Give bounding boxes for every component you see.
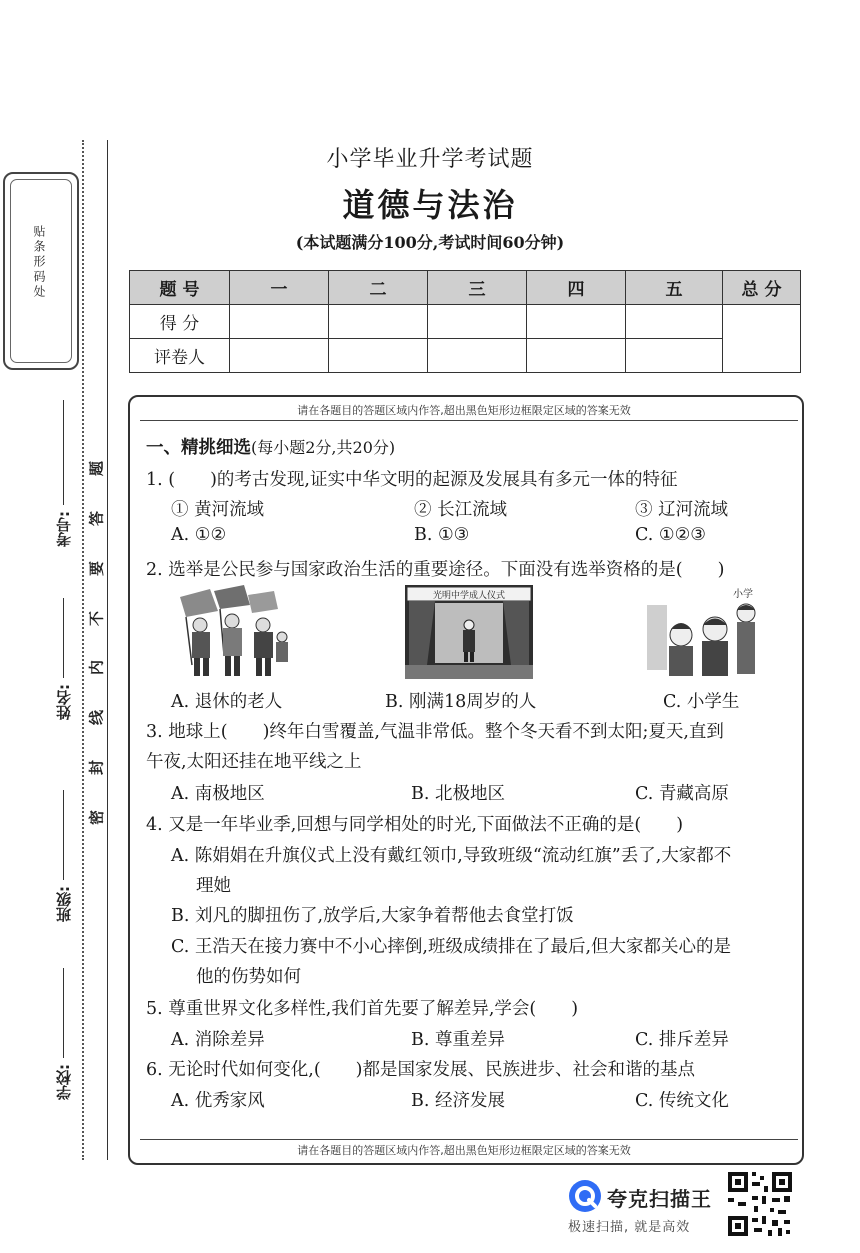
class-label: 班级:	[54, 886, 73, 922]
table-header-cell: 一	[230, 271, 329, 305]
q5-option-c[interactable]: C. 排斥差异	[635, 1030, 729, 1050]
name-field	[52, 598, 74, 720]
adult-ceremony-stage-picture	[405, 585, 533, 679]
grader-cell[interactable]	[428, 339, 527, 373]
q1-option-b[interactable]: B. ①③	[414, 525, 470, 545]
answer-area-banner-top: 请在各题目的答题区域内作答,超出黑色矩形边框限定区域的答案无效	[297, 404, 631, 417]
table-header-cell: 题 号	[130, 271, 230, 305]
grader-cell[interactable]	[230, 339, 329, 373]
table-row	[130, 339, 801, 373]
q4-option-c-cont: 他的伤势如何	[196, 967, 301, 987]
q3-option-c[interactable]: C. 青藏高原	[635, 784, 729, 804]
q6-option-c[interactable]: C. 传统文化	[635, 1091, 729, 1111]
q6-option-a[interactable]: A. 优秀家风	[171, 1091, 265, 1111]
row-label: 评卷人	[130, 339, 230, 373]
question-5-stem: 5. 尊重世界文化多样性,我们首先要了解差异,学会( )	[146, 999, 579, 1019]
seal-char: 线	[87, 710, 106, 726]
exam-note: (本试题满分100分,考试时间60分钟)	[295, 233, 565, 252]
qr-code-icon	[726, 1170, 794, 1238]
question-3-stem-line-1: 3. 地球上( )终年白雪覆盖,气温非常低。整个冬天看不到太阳;夏天,直到	[146, 722, 724, 742]
q1-item-1: ① 黄河流域	[171, 500, 265, 520]
q4-option-c[interactable]: C. 王浩天在接力赛中不小心摔倒,班级成绩排在了最后,但大家都关心的是	[171, 937, 732, 957]
q1-item-3: ③ 辽河流域	[635, 500, 729, 520]
q2-option-b[interactable]: B. 刚满18周岁的人	[385, 692, 537, 712]
class-field	[52, 790, 74, 922]
section-title-text: 一、精挑细选	[146, 438, 251, 458]
section-note: (每小题2分,共20分)	[251, 438, 396, 457]
seal-char: 要	[87, 560, 106, 576]
q3-option-a[interactable]: A. 南极地区	[171, 784, 265, 804]
scanner-app-name: 夸克扫描王	[607, 1187, 712, 1211]
table-header-cell: 二	[329, 271, 428, 305]
stage-banner-label: 光明中学成人仪式	[432, 591, 506, 601]
score-cell[interactable]	[527, 305, 626, 339]
school-field	[52, 968, 74, 1100]
scanner-logo-icon	[567, 1178, 603, 1214]
score-cell[interactable]	[230, 305, 329, 339]
schoolchildren-picture	[645, 585, 763, 680]
grader-cell[interactable]	[626, 339, 723, 373]
school-label: 学校:	[54, 1064, 73, 1100]
score-cell[interactable]	[626, 305, 723, 339]
q5-option-a[interactable]: A. 消除差异	[171, 1030, 265, 1050]
row-label: 得 分	[130, 305, 230, 339]
q4-option-a-cont: 理她	[196, 876, 231, 896]
exam-number-label: 考号:	[54, 511, 73, 547]
binding-line	[107, 140, 108, 1160]
total-score-cell[interactable]	[723, 305, 801, 373]
seal-dotted-line	[82, 140, 84, 1160]
q4-option-a[interactable]: A. 陈娟娟在升旗仪式上没有戴红领巾,导致班级“流动红旗”丢了,大家都不	[171, 846, 732, 866]
score-table-header	[130, 271, 801, 305]
q1-option-a[interactable]: A. ①②	[171, 525, 227, 545]
table-header-cell: 四	[527, 271, 626, 305]
question-4-stem: 4. 又是一年毕业季,回想与同学相处的时光,下面做法不正确的是( )	[146, 815, 684, 835]
table-header-cell: 总 分	[723, 271, 801, 305]
section-title	[146, 434, 395, 459]
elderly-parade-picture	[170, 585, 295, 680]
score-table	[129, 270, 801, 373]
q5-option-b[interactable]: B. 尊重差异	[411, 1030, 505, 1050]
name-label: 姓名:	[54, 684, 73, 720]
barcode-label: 贴条形码处	[32, 225, 46, 300]
exam-number-field	[52, 400, 74, 547]
subject-title: 道德与法治	[342, 186, 518, 224]
table-header-cell: 五	[626, 271, 723, 305]
table-row	[130, 305, 801, 339]
q1-item-2: ② 长江流域	[414, 500, 508, 520]
question-3-stem-line-2: 午夜,太阳还挂在地平线之上	[146, 752, 362, 772]
seal-char: 封	[87, 760, 106, 776]
q2-option-a[interactable]: A. 退休的老人	[171, 692, 283, 712]
q6-option-b[interactable]: B. 经济发展	[411, 1091, 505, 1111]
question-2-stem: 2. 选举是公民参与国家政治生活的重要途径。下面没有选举资格的是( )	[146, 560, 725, 580]
table-header-cell: 三	[428, 271, 527, 305]
grader-cell[interactable]	[329, 339, 428, 373]
seal-char: 内	[87, 660, 106, 676]
q2-option-c[interactable]: C. 小学生	[663, 692, 740, 712]
seal-char: 不	[87, 610, 106, 626]
seal-char: 密	[87, 809, 106, 825]
exam-title: 小学毕业升学考试题	[326, 147, 534, 172]
seal-warning	[86, 458, 106, 828]
q1-option-c[interactable]: C. ①②③	[635, 525, 706, 545]
score-cell[interactable]	[428, 305, 527, 339]
grader-cell[interactable]	[527, 339, 626, 373]
seal-char: 答	[87, 510, 106, 526]
q3-option-b[interactable]: B. 北极地区	[411, 784, 505, 804]
seal-char: 题	[87, 461, 106, 477]
q4-option-b[interactable]: B. 刘凡的脚扭伤了,放学后,大家争着帮他去食堂打饭	[171, 906, 574, 926]
score-cell[interactable]	[329, 305, 428, 339]
scanner-slogan: 极速扫描, 就是高效	[568, 1220, 691, 1235]
answer-area-banner-bottom: 请在各题目的答题区域内作答,超出黑色矩形边框限定区域的答案无效	[297, 1144, 631, 1157]
question-6-stem: 6. 无论时代如何变化,( )都是国家发展、民族进步、社会和谐的基点	[146, 1060, 695, 1080]
question-1-stem: 1. ( )的考古发现,证实中华文明的起源及发展具有多元一体的特征	[146, 470, 678, 490]
school-sign-label: 小学	[733, 589, 753, 600]
